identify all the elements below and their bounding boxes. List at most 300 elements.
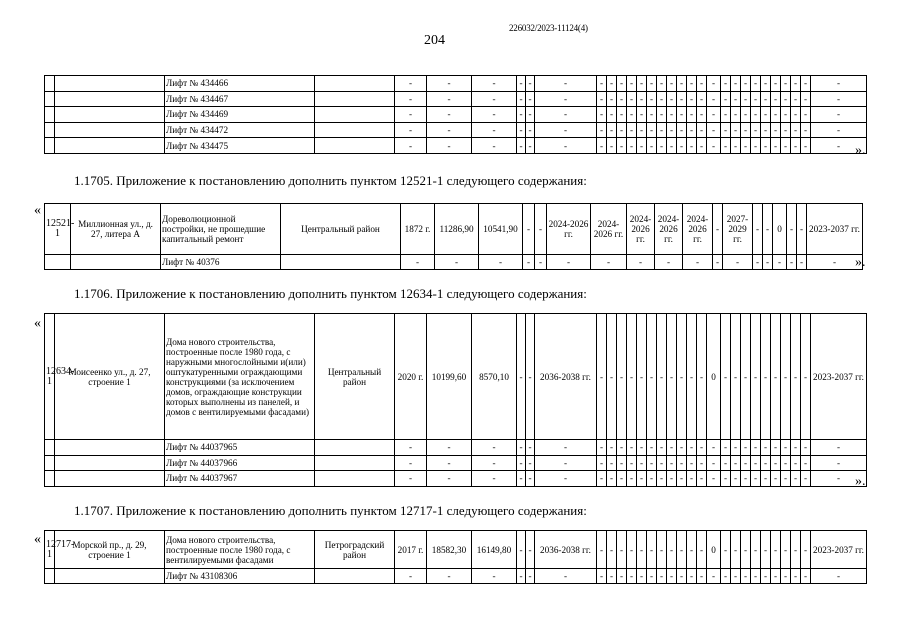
cell-dash: - — [637, 569, 647, 584]
cell-dash: - — [761, 531, 771, 569]
cell-dash: - — [707, 440, 721, 456]
district: Центральный район — [315, 314, 395, 440]
cell-dash: - — [472, 569, 517, 584]
lift-label: Лифт № 43108306 — [165, 569, 315, 584]
cell-dash: - — [721, 138, 731, 154]
cell-dash: - — [535, 569, 597, 584]
lift-table-continuation — [44, 75, 867, 154]
build-year: 1872 г. — [401, 204, 435, 255]
cell-dash: - — [761, 76, 771, 92]
cell-dash: - — [761, 440, 771, 456]
lift-label: Лифт № 434467 — [165, 91, 315, 107]
cell-dash: - — [731, 91, 741, 107]
cell-dash: - — [597, 455, 607, 471]
cell-dash: - — [781, 531, 791, 569]
building-type: Дома нового строительства, построенные после 1980 года, с наружными многослойными и(или) оштукатуренными ограждающими конструкциями (за исключением домов, ограждающие конструкции которых выполнены из панелей, и домов с вентилируемыми фасадами) — [165, 314, 315, 440]
cell-dash: - — [517, 314, 526, 440]
cell-dash: - — [667, 531, 677, 569]
cell-dash: - — [697, 76, 707, 92]
cell-dash: - — [801, 569, 811, 584]
cell-empty — [55, 455, 165, 471]
cell-dash: - — [667, 91, 677, 107]
cell-dash: - — [517, 531, 526, 569]
cell-dash: - — [617, 471, 627, 487]
cell-dash: - — [791, 107, 801, 123]
lift-label: Лифт № 434469 — [165, 107, 315, 123]
cell-dash: - — [591, 255, 627, 270]
cell-dash: - — [791, 531, 801, 569]
cell-dash: - — [472, 471, 517, 487]
cell-dash: - — [647, 91, 657, 107]
cell-dash: - — [667, 455, 677, 471]
cell-dash: - — [791, 569, 801, 584]
cell-dash: - — [677, 569, 687, 584]
cell-dash: - — [721, 91, 731, 107]
cell-dash: - — [731, 569, 741, 584]
lift-label: Лифт № 434475 — [165, 138, 315, 154]
cell-dash: - — [427, 76, 472, 92]
cell-dash: - — [667, 569, 677, 584]
cell-dash: - — [607, 531, 617, 569]
cell-dash: - — [647, 531, 657, 569]
cell-dash: - — [517, 138, 526, 154]
living-area: 16149,80 — [472, 531, 517, 569]
address: Морской пр., д. 29, строение 1 — [55, 531, 165, 569]
cell-dash: - — [781, 569, 791, 584]
cell-dash: - — [707, 107, 721, 123]
cell-dash: - — [801, 91, 811, 107]
cell-dash: - — [526, 531, 535, 569]
cell-dash: - — [751, 569, 761, 584]
table-row — [45, 76, 867, 92]
cell-dash: - — [697, 455, 707, 471]
cell-dash: - — [751, 91, 761, 107]
cell-dash: - — [811, 76, 867, 92]
cell-dash: - — [677, 107, 687, 123]
cell-dash: - — [395, 455, 427, 471]
cell-dash: - — [771, 471, 781, 487]
cell-dash: - — [517, 455, 526, 471]
cell-dash: - — [751, 471, 761, 487]
cell-dash: - — [607, 440, 617, 456]
cell-dash: - — [721, 314, 731, 440]
living-area: 10541,90 — [479, 204, 523, 255]
cell-dash: - — [647, 138, 657, 154]
cell-dash: - — [395, 440, 427, 456]
cell-empty — [55, 440, 165, 456]
cell-dash: - — [617, 76, 627, 92]
cell-dash: - — [627, 138, 637, 154]
cell-dash: - — [771, 107, 781, 123]
cell-dash: - — [627, 569, 637, 584]
cell-dash: - — [721, 455, 731, 471]
cell-dash: - — [781, 314, 791, 440]
living-area: 8570,10 — [472, 314, 517, 440]
cell-dash: - — [657, 569, 667, 584]
cell-dash: - — [526, 76, 535, 92]
cell-dash: - — [607, 91, 617, 107]
cell-dash: - — [751, 122, 761, 138]
cell-dash: - — [771, 314, 781, 440]
cell-dash: - — [751, 455, 761, 471]
cell-dash: - — [811, 471, 867, 487]
cell-dash: - — [771, 440, 781, 456]
cell-dash: - — [637, 138, 647, 154]
cell-dash: - — [657, 107, 667, 123]
cell-zero: 0 — [707, 314, 721, 440]
cell-dash: - — [526, 455, 535, 471]
cell-empty — [315, 91, 395, 107]
cell-dash: - — [597, 138, 607, 154]
cell-dash: - — [395, 471, 427, 487]
cell-dash: - — [597, 314, 607, 440]
cell-empty — [315, 107, 395, 123]
work-period: 2024-2026 гг. — [655, 204, 683, 255]
cell-dash: - — [687, 91, 697, 107]
cell-dash: - — [687, 314, 697, 440]
cell-empty — [45, 76, 55, 92]
cell-dash: - — [741, 107, 751, 123]
cell-dash: - — [617, 531, 627, 569]
cell-dash: - — [721, 531, 731, 569]
cell-empty — [45, 569, 55, 584]
page-number: 204 — [424, 33, 445, 48]
cell-dash: - — [791, 455, 801, 471]
cell-dash: - — [731, 440, 741, 456]
cell-empty — [45, 440, 55, 456]
cell-dash: - — [791, 91, 801, 107]
building-type: Дореволюционной постройки, не прошедшие капитальный ремонт — [161, 204, 281, 255]
cell-dash: - — [741, 76, 751, 92]
cell-dash: - — [657, 531, 667, 569]
cell-empty — [55, 122, 165, 138]
cell-empty — [55, 107, 165, 123]
table-12634-1 — [44, 313, 867, 487]
cell-dash: - — [781, 471, 791, 487]
cell-dash: - — [723, 255, 753, 270]
cell-dash: - — [427, 569, 472, 584]
cell-dash: - — [427, 91, 472, 107]
cell-dash: - — [607, 107, 617, 123]
table-row — [45, 204, 863, 255]
cell-dash: - — [517, 76, 526, 92]
cell-dash: - — [472, 91, 517, 107]
cell-dash: - — [771, 531, 781, 569]
cell-dash: - — [771, 76, 781, 92]
table-row — [45, 314, 867, 440]
cell-dash: - — [791, 440, 801, 456]
cell-dash: - — [637, 471, 647, 487]
cell-dash: - — [761, 107, 771, 123]
cell-dash: - — [677, 76, 687, 92]
cell-dash: - — [707, 76, 721, 92]
cell-dash: - — [647, 76, 657, 92]
cell-dash: - — [801, 440, 811, 456]
cell-dash: - — [667, 314, 677, 440]
cell-dash: - — [472, 138, 517, 154]
cell-dash: - — [751, 531, 761, 569]
cell-empty — [315, 569, 395, 584]
cell-dash: - — [535, 91, 597, 107]
cell-empty — [45, 455, 55, 471]
cell-dash: - — [713, 204, 723, 255]
cell-dash: - — [647, 314, 657, 440]
cell-empty — [315, 122, 395, 138]
cell-dash: - — [773, 255, 787, 270]
cell-dash: - — [617, 569, 627, 584]
cell-dash: - — [677, 122, 687, 138]
cell-dash: - — [647, 122, 657, 138]
cell-dash: - — [697, 138, 707, 154]
cell-empty — [55, 138, 165, 154]
cell-dash: - — [791, 314, 801, 440]
cell-dash: - — [707, 91, 721, 107]
cell-dash: - — [677, 91, 687, 107]
cell-dash: - — [637, 122, 647, 138]
closing-quote: ». — [855, 474, 866, 489]
work-period: 2024-2026 гг. — [683, 204, 713, 255]
cell-dash: - — [395, 138, 427, 154]
cell-dash: - — [607, 471, 617, 487]
cell-dash: - — [535, 107, 597, 123]
building-type: Дома нового строительства, построенные после 1980 года, с вентилируемыми фасадами — [165, 531, 315, 569]
cell-dash: - — [721, 440, 731, 456]
cell-dash: - — [771, 122, 781, 138]
cell-dash: - — [627, 255, 655, 270]
cell-dash: - — [647, 440, 657, 456]
cell-dash: - — [787, 255, 797, 270]
cell-dash: - — [721, 76, 731, 92]
cell-dash: - — [731, 455, 741, 471]
cell-dash: - — [781, 122, 791, 138]
cell-dash: - — [597, 569, 607, 584]
cell-dash: - — [597, 531, 607, 569]
opening-quote: « — [34, 203, 41, 218]
cell-dash: - — [797, 255, 807, 270]
cell-dash: - — [677, 440, 687, 456]
program-period: 2023-2037 гг. — [811, 531, 867, 569]
lift-label: Лифт № 434466 — [165, 76, 315, 92]
cell-empty — [55, 569, 165, 584]
cell-dash: - — [637, 91, 647, 107]
cell-dash: - — [741, 122, 751, 138]
cell-dash: - — [517, 107, 526, 123]
cell-dash: - — [697, 440, 707, 456]
cell-dash: - — [395, 91, 427, 107]
cell-dash: - — [637, 314, 647, 440]
cell-dash: - — [687, 455, 697, 471]
address: Моисеенко ул., д. 27, строение 1 — [55, 314, 165, 440]
cell-dash: - — [807, 255, 863, 270]
cell-dash: - — [761, 138, 771, 154]
cell-empty — [315, 440, 395, 456]
cell-dash: - — [657, 76, 667, 92]
cell-dash: - — [427, 440, 472, 456]
cell-dash: - — [401, 255, 435, 270]
cell-dash: - — [526, 138, 535, 154]
cell-dash: - — [753, 255, 763, 270]
cell-dash: - — [627, 314, 637, 440]
cell-dash: - — [535, 122, 597, 138]
cell-dash: - — [517, 569, 526, 584]
cell-dash: - — [751, 440, 761, 456]
cell-dash: - — [697, 91, 707, 107]
cell-dash: - — [751, 76, 761, 92]
cell-dash: - — [781, 76, 791, 92]
cell-dash: - — [687, 138, 697, 154]
cell-empty — [55, 91, 165, 107]
cell-dash: - — [472, 440, 517, 456]
cell-dash: - — [811, 107, 867, 123]
cell-dash: - — [687, 440, 697, 456]
cell-dash: - — [741, 471, 751, 487]
cell-dash: - — [781, 455, 791, 471]
paragraph-1707: 1.1707. Приложение к постановлению дополнить пунктом 12717-1 следующего содержания: — [74, 503, 587, 518]
cell-dash: - — [741, 314, 751, 440]
cell-dash: - — [479, 255, 523, 270]
cell-dash: - — [741, 569, 751, 584]
opening-quote: « — [34, 532, 41, 547]
cell-dash: - — [697, 471, 707, 487]
cell-dash: - — [427, 122, 472, 138]
cell-dash: - — [627, 91, 637, 107]
cell-empty — [45, 138, 55, 154]
total-area: 18582,30 — [427, 531, 472, 569]
lift-label: Лифт № 44037967 — [165, 471, 315, 487]
cell-dash: - — [731, 107, 741, 123]
cell-dash: - — [721, 471, 731, 487]
cell-dash: - — [657, 314, 667, 440]
cell-empty — [45, 122, 55, 138]
cell-dash: - — [617, 440, 627, 456]
cell-dash: - — [781, 91, 791, 107]
cell-dash: - — [657, 471, 667, 487]
cell-dash: - — [597, 471, 607, 487]
paragraph-1705: 1.1705. Приложение к постановлению дополнить пунктом 12521-1 следующего содержания: — [74, 173, 587, 188]
cell-dash: - — [597, 440, 607, 456]
cell-zero: 0 — [707, 531, 721, 569]
cell-dash: - — [791, 138, 801, 154]
cell-dash: - — [731, 531, 741, 569]
cell-dash: - — [811, 138, 867, 154]
cell-dash: - — [472, 107, 517, 123]
total-area: 10199,60 — [427, 314, 472, 440]
cell-dash: - — [771, 455, 781, 471]
cell-dash: - — [526, 440, 535, 456]
cell-dash: - — [761, 91, 771, 107]
cell-dash: - — [526, 471, 535, 487]
cell-dash: - — [697, 314, 707, 440]
cell-dash: - — [617, 138, 627, 154]
cell-dash: - — [395, 569, 427, 584]
cell-dash: - — [731, 76, 741, 92]
cell-dash: - — [707, 471, 721, 487]
cell-dash: - — [535, 471, 597, 487]
cell-dash: - — [687, 76, 697, 92]
cell-dash: - — [801, 138, 811, 154]
cell-dash: - — [687, 471, 697, 487]
work-period: 2024-2026 гг. — [591, 204, 627, 255]
closing-quote: ». — [855, 143, 866, 158]
cell-dash: - — [517, 91, 526, 107]
cell-dash: - — [771, 91, 781, 107]
cell-dash: - — [811, 440, 867, 456]
cell-dash: - — [697, 107, 707, 123]
table-row — [45, 440, 867, 456]
cell-dash: - — [667, 138, 677, 154]
table-row — [45, 455, 867, 471]
cell-dash: - — [667, 76, 677, 92]
cell-dash: - — [627, 440, 637, 456]
lift-label: Лифт № 40376 — [161, 255, 281, 270]
paragraph-1706: 1.1706. Приложение к постановлению дополнить пунктом 12634-1 следующего содержания: — [74, 286, 587, 301]
cell-dash: - — [435, 255, 479, 270]
cell-dash: - — [517, 471, 526, 487]
cell-empty — [45, 91, 55, 107]
table-row — [45, 91, 867, 107]
work-period: 2024-2026 гг. — [547, 204, 591, 255]
cell-dash: - — [721, 122, 731, 138]
cell-dash: - — [811, 569, 867, 584]
cell-dash: - — [677, 314, 687, 440]
cell-dash: - — [627, 107, 637, 123]
cell-dash: - — [395, 107, 427, 123]
program-period: 2023-2037 гг. — [807, 204, 863, 255]
cell-dash: - — [472, 76, 517, 92]
cell-dash: - — [607, 455, 617, 471]
cell-dash: - — [801, 455, 811, 471]
table-row — [45, 569, 867, 584]
item-number: 12634-1 — [45, 314, 55, 440]
district: Центральный район — [281, 204, 401, 255]
cell-dash: - — [667, 122, 677, 138]
cell-dash: - — [791, 122, 801, 138]
cell-empty — [45, 471, 55, 487]
cell-dash: - — [637, 76, 647, 92]
cell-dash: - — [761, 122, 771, 138]
cell-dash: - — [526, 107, 535, 123]
cell-dash: - — [597, 76, 607, 92]
cell-dash: - — [637, 107, 647, 123]
cell-dash: - — [535, 138, 597, 154]
cell-dash: - — [627, 531, 637, 569]
table-row — [45, 471, 867, 487]
item-number: 12521-1 — [45, 204, 71, 255]
cell-dash: - — [741, 91, 751, 107]
table-12717-1 — [44, 530, 867, 584]
cell-dash: - — [535, 455, 597, 471]
cell-dash: - — [771, 138, 781, 154]
cell-dash: - — [547, 255, 591, 270]
cell-dash: - — [395, 122, 427, 138]
cell-dash: - — [687, 569, 697, 584]
work-period: 2036-2038 гг. — [535, 531, 597, 569]
table-row — [45, 122, 867, 138]
cell-dash: - — [617, 122, 627, 138]
lift-label: Лифт № 44037965 — [165, 440, 315, 456]
cell-dash: - — [657, 138, 667, 154]
cell-dash: - — [526, 314, 535, 440]
cell-dash: - — [801, 107, 811, 123]
cell-dash: - — [517, 122, 526, 138]
cell-dash: - — [647, 455, 657, 471]
cell-dash: - — [763, 255, 773, 270]
cell-dash: - — [677, 471, 687, 487]
cell-dash: - — [677, 531, 687, 569]
cell-dash: - — [707, 455, 721, 471]
cell-dash: - — [753, 204, 763, 255]
cell-dash: - — [657, 91, 667, 107]
